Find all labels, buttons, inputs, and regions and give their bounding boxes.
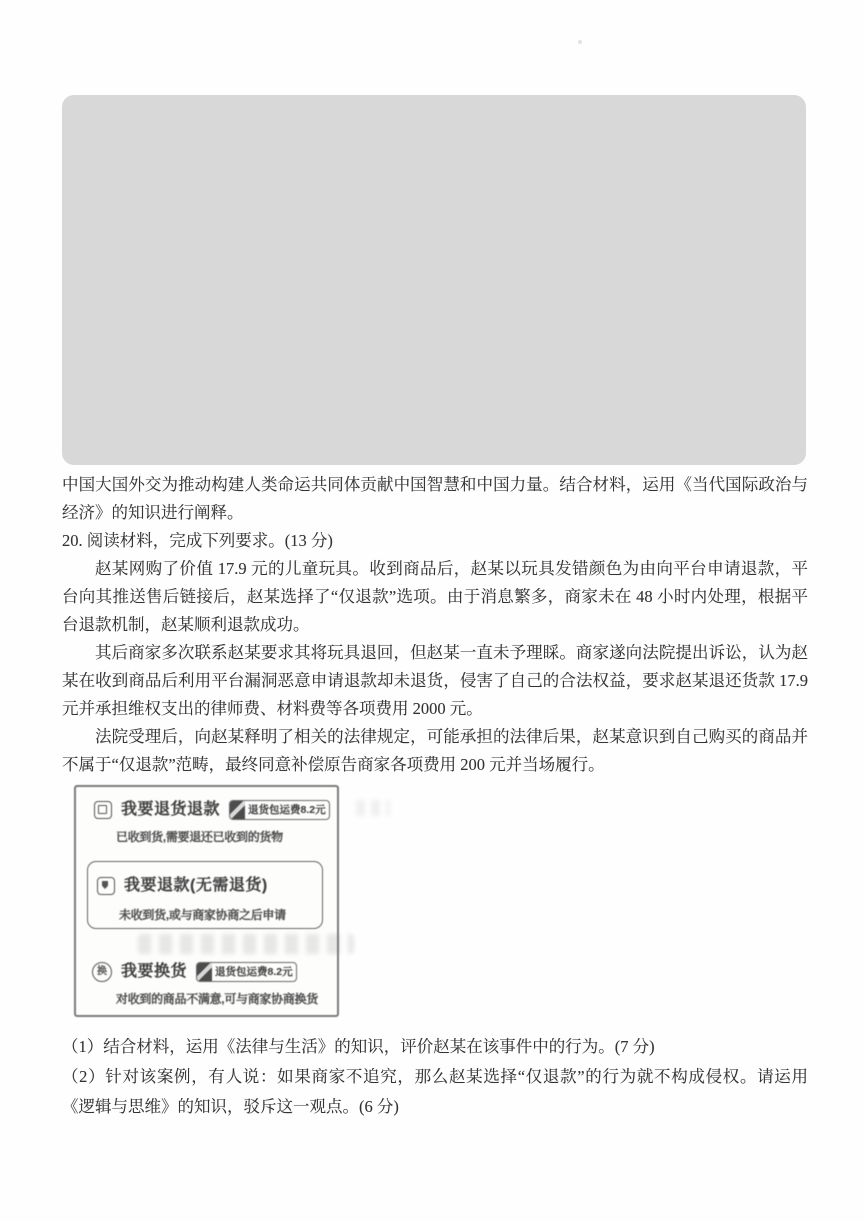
refund-option-subtitle: 已收到货,需要退还已收到的货物 — [116, 830, 283, 844]
sub-question-2: （2）针对该案例，有人说：如果商家不追究，那么赵某选择“仅退款”的行为就不构成侵权。请运用《逻辑与思维》的知识，驳斥这一观点。(6 分) — [62, 1067, 808, 1116]
refund-option-refund-only — [97, 872, 268, 900]
refund-option-title: 我要换货 — [121, 963, 188, 980]
material-paragraph-1: 赵某网购了价值 17.9 元的儿童玩具。收到商品后，赵某以玩具发错颜色为由向平台申请退款，平台向其推送售后链接后，赵某选择了“仅退款”选项。由于消息繁多，商家未在 48 小时内处理，根据平台退款机制，赵某顺利退款成功。 — [62, 559, 808, 634]
shipping-fee-badge-text: 退货包运费8.2元 — [248, 804, 326, 816]
scan-speck — [578, 40, 582, 44]
sub-questions-block — [62, 1032, 808, 1122]
refund-option-subtitle: 未收到货,或与商家协商之后申请 — [119, 908, 286, 922]
redacted-image-placeholder — [62, 95, 806, 465]
refund-option-subtitle: 对收到的商品不满意,可与商家协商换货 — [116, 992, 318, 1006]
freight-badge-icon — [197, 963, 212, 981]
refund-options-screenshot — [74, 785, 339, 1017]
refund-option-title: 我要退货退款 — [121, 801, 221, 818]
intro-paragraph: 中国大国外交为推动构建人类命运共同体贡献中国智慧和中国力量。结合材料，运用《当代国际政治与经济》的知识进行阐释。 — [62, 475, 808, 522]
refund-option-exchange — [92, 958, 297, 986]
shipping-fee-badge — [229, 800, 330, 820]
freight-badge-icon — [230, 801, 245, 819]
refund-shield-icon — [97, 877, 115, 895]
shipping-fee-badge — [196, 962, 297, 982]
material-paragraph-3: 法院受理后，向赵某释明了相关的法律规定，可能承担的法律后果，赵某意识到自己购买的商品并不属于“仅退款”范畴，最终同意补偿原告商家各项费用 200 元并当场履行。 — [62, 727, 808, 774]
return-package-icon — [94, 801, 112, 819]
question-20-header: 20. 阅读材料，完成下列要求。(13 分) — [62, 531, 333, 550]
refund-option-title: 我要退款(无需退货) — [124, 877, 268, 894]
refund-option-refund-only-frame — [87, 861, 323, 929]
print-bleed-artifact — [138, 934, 354, 954]
print-bleed-artifact — [356, 800, 390, 816]
exchange-icon: 换 — [92, 962, 112, 982]
shipping-fee-badge-text: 退货包运费8.2元 — [215, 966, 293, 978]
material-paragraph-2: 其后商家多次联系赵某要求其将玩具退回，但赵某一直未予理睬。商家遂向法院提出诉讼，认为赵某在收到商品后利用平台漏洞恶意申请退款却未退货，侵害了自己的合法权益，要求赵某退还货款 17.9 元并承担维权支出的律师费、材料费等各项费用 2000 元。 — [62, 643, 808, 718]
refund-option-return-and-refund — [94, 796, 330, 824]
sub-question-1: （1）结合材料，运用《法律与生活》的知识，评价赵某在该事件中的行为。(7 分) — [62, 1037, 655, 1056]
exam-text-block — [62, 471, 808, 1122]
